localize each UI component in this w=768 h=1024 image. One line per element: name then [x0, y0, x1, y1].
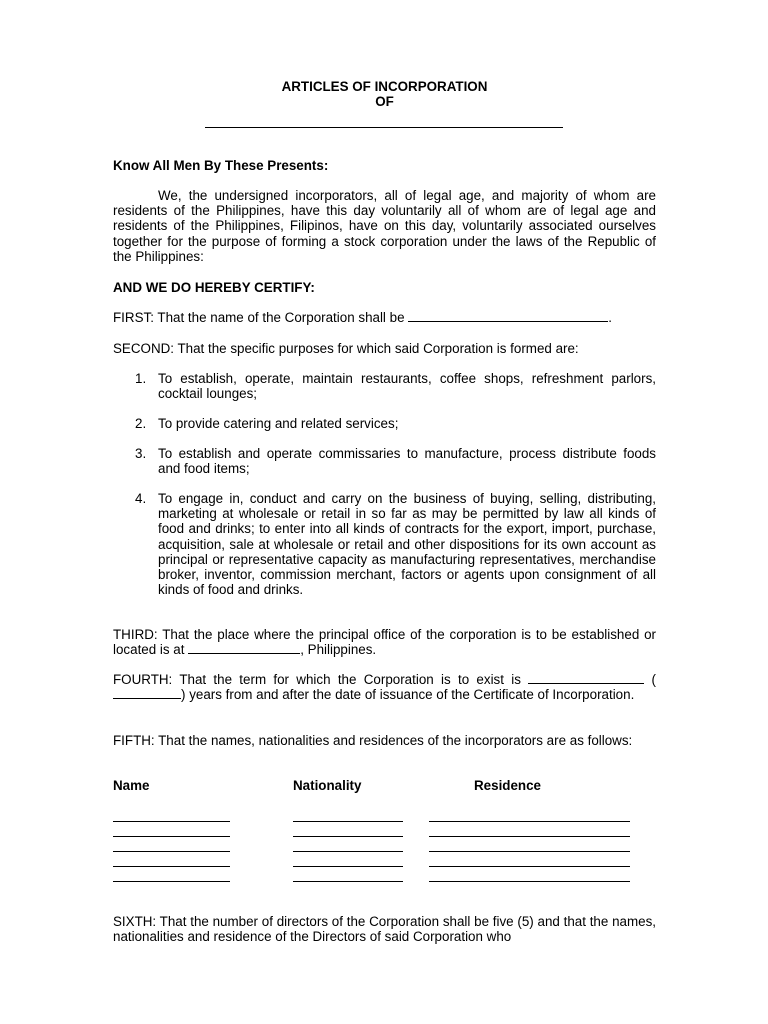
residence-blank [429, 866, 630, 867]
column-header-name: Name [113, 778, 150, 793]
name-blank [113, 881, 230, 882]
purpose-item-text: To establish, operate, maintain restaurants, coffee shops, refreshment parlors, cocktail lounges; [158, 371, 656, 402]
name-blank [113, 821, 230, 822]
name-blank [113, 836, 230, 837]
document-title: ARTICLES OF INCORPORATION [281, 79, 488, 94]
fourth-article-years-blank [113, 687, 181, 699]
nationality-blank [293, 851, 403, 852]
third-article-text: THIRD: That the place where the principal office of the corporation is to be established or located is at [113, 627, 656, 658]
first-article [113, 310, 656, 325]
nationality-blank [293, 866, 403, 867]
third-article-suffix: , Philippines. [300, 642, 377, 658]
certify-heading: AND WE DO HEREBY CERTIFY: [113, 280, 315, 295]
second-article: SECOND: That the specific purposes for which said Corporation is formed are: [113, 341, 579, 356]
fifth-article: FIFTH: That the names, nationalities and residences of the incorporators are as follows: [113, 733, 633, 748]
nationality-blank [293, 881, 403, 882]
third-article-blank [188, 642, 300, 654]
purpose-item-number: 1. [135, 371, 147, 386]
nationality-blank [293, 821, 403, 822]
intro-heading: Know All Men By These Presents: [113, 158, 329, 173]
purpose-item-number: 2. [135, 416, 147, 431]
column-header-residence: Residence [474, 778, 541, 793]
purpose-item-text: To engage in, conduct and carry on the business of buying, selling, distributing, marketing at wholesale or retail in so far as may be permitted by law all kinds of food and drinks; to enter into all kinds of contracts for the export, import, purchase, acquisition, sale at wholesale or retail and other dispositions for its own account as principal or representative capacity as manufacturing representatives, merchandise broker, inventor, commission merchant, factors or agents upon consignment of all kinds of food and drinks. [158, 491, 656, 598]
first-article-text: FIRST: That the name of the Corporation shall be [113, 310, 405, 325]
document-page [113, 0, 656, 1024]
fourth-article: FOURTH: That the term for which the Corporation is to exist is () years from and after the date of issuance of the Certificate of Incorporation. [113, 672, 656, 703]
purpose-item-text: To provide catering and related services; [158, 416, 399, 431]
purpose-item-number: 3. [135, 446, 147, 461]
name-blank [113, 866, 230, 867]
purpose-item-text: To establish and operate commissaries to manufacture, process distribute foods and food items; [158, 446, 656, 477]
intro-paragraph: We, the undersigned incorporators, all of legal age, and majority of whom are residents of the Philippines, have this day voluntarily all of whom are of legal age and residents of the Philippines, Filipinos, have on this day, voluntarily associated ourselves together for the purpose of forming a stock corporation under the laws of the Republic of the Philippines: [113, 188, 656, 264]
document-title-of: OF [375, 94, 394, 109]
residence-blank [429, 821, 630, 822]
fourth-article-text: FOURTH: That the term for which the Corporation is to exist is [113, 672, 521, 687]
corporation-name-blank [205, 127, 563, 128]
fourth-article-text-2: years from and after the date of issuance of the Certificate of Incorporation. [189, 687, 635, 703]
residence-blank [429, 836, 630, 837]
fourth-article-term-blank [528, 672, 644, 684]
residence-blank [429, 881, 630, 882]
nationality-blank [293, 836, 403, 837]
residence-blank [429, 851, 630, 852]
first-article-suffix: . [608, 310, 612, 325]
sixth-article: SIXTH: That the number of directors of the Corporation shall be five (5) and that the names, nationalities and residence of the Directors of said Corporation who [113, 914, 656, 945]
purpose-item-number: 4. [135, 491, 147, 506]
column-header-nationality: Nationality [293, 778, 362, 793]
third-article [113, 627, 656, 657]
first-article-blank [408, 310, 608, 322]
name-blank [113, 851, 230, 852]
